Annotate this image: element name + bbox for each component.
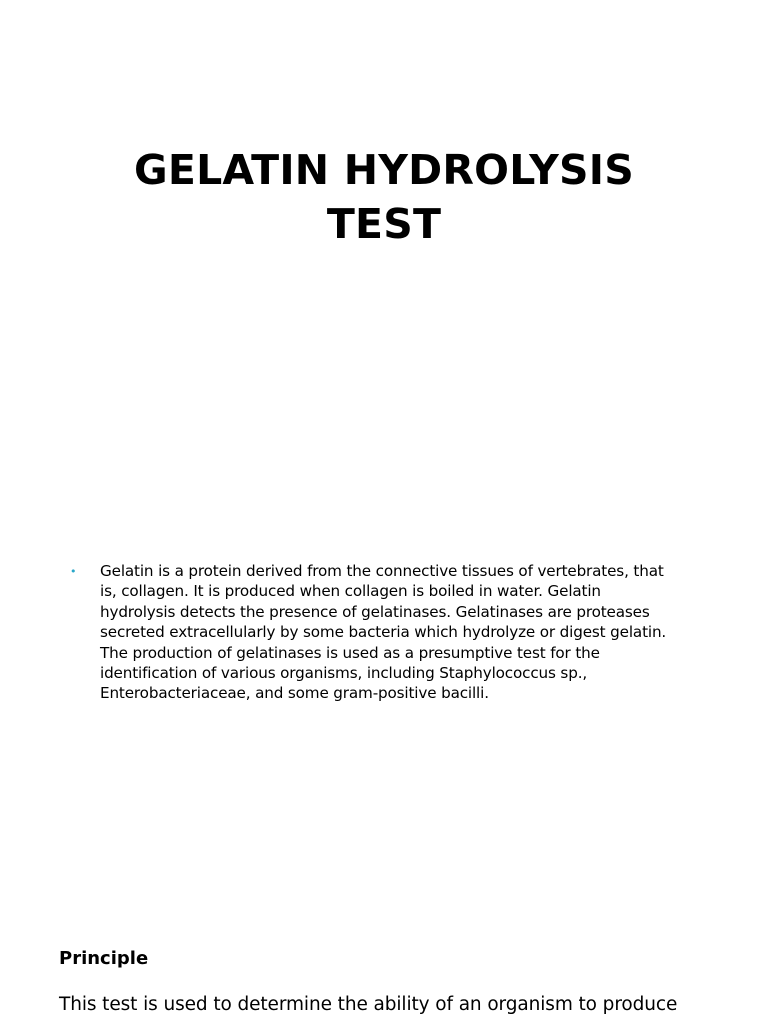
section-body-paragraph [59,992,719,1018]
bullet-line: hydrolysis detects the presence of gelatinases. Gelatinases are proteases [100,602,650,621]
bullet-line: The production of gelatinases is used as a presumptive test for the [100,643,600,662]
bullet-line: Enterobacteriaceae, and some gram-positive bacilli. [100,684,489,703]
title-line-1: GELATIN HYDROLYSIS [134,146,634,194]
bullet-line: Gelatin is a protein derived from the connective tissues of vertebrates, that [100,562,664,580]
title-line-2: TEST [326,200,442,248]
section-heading-principle: Principle [59,948,149,969]
bullet-marker-icon: • [70,565,77,578]
bullet-paragraph [100,561,705,704]
bullet-line: secreted extracellularly by some bacteria which hydrolyze or digest gelatin. [100,623,667,642]
bullet-line: is, collagen. It is produced when collagen is boiled in water. Gelatin [100,582,601,601]
page-title [84,143,684,251]
bullet-line: identification of various organisms, including Staphylococcus sp., [100,664,588,683]
section-body-line: This test is used to determine the ability of an organism to produce [59,994,678,1015]
